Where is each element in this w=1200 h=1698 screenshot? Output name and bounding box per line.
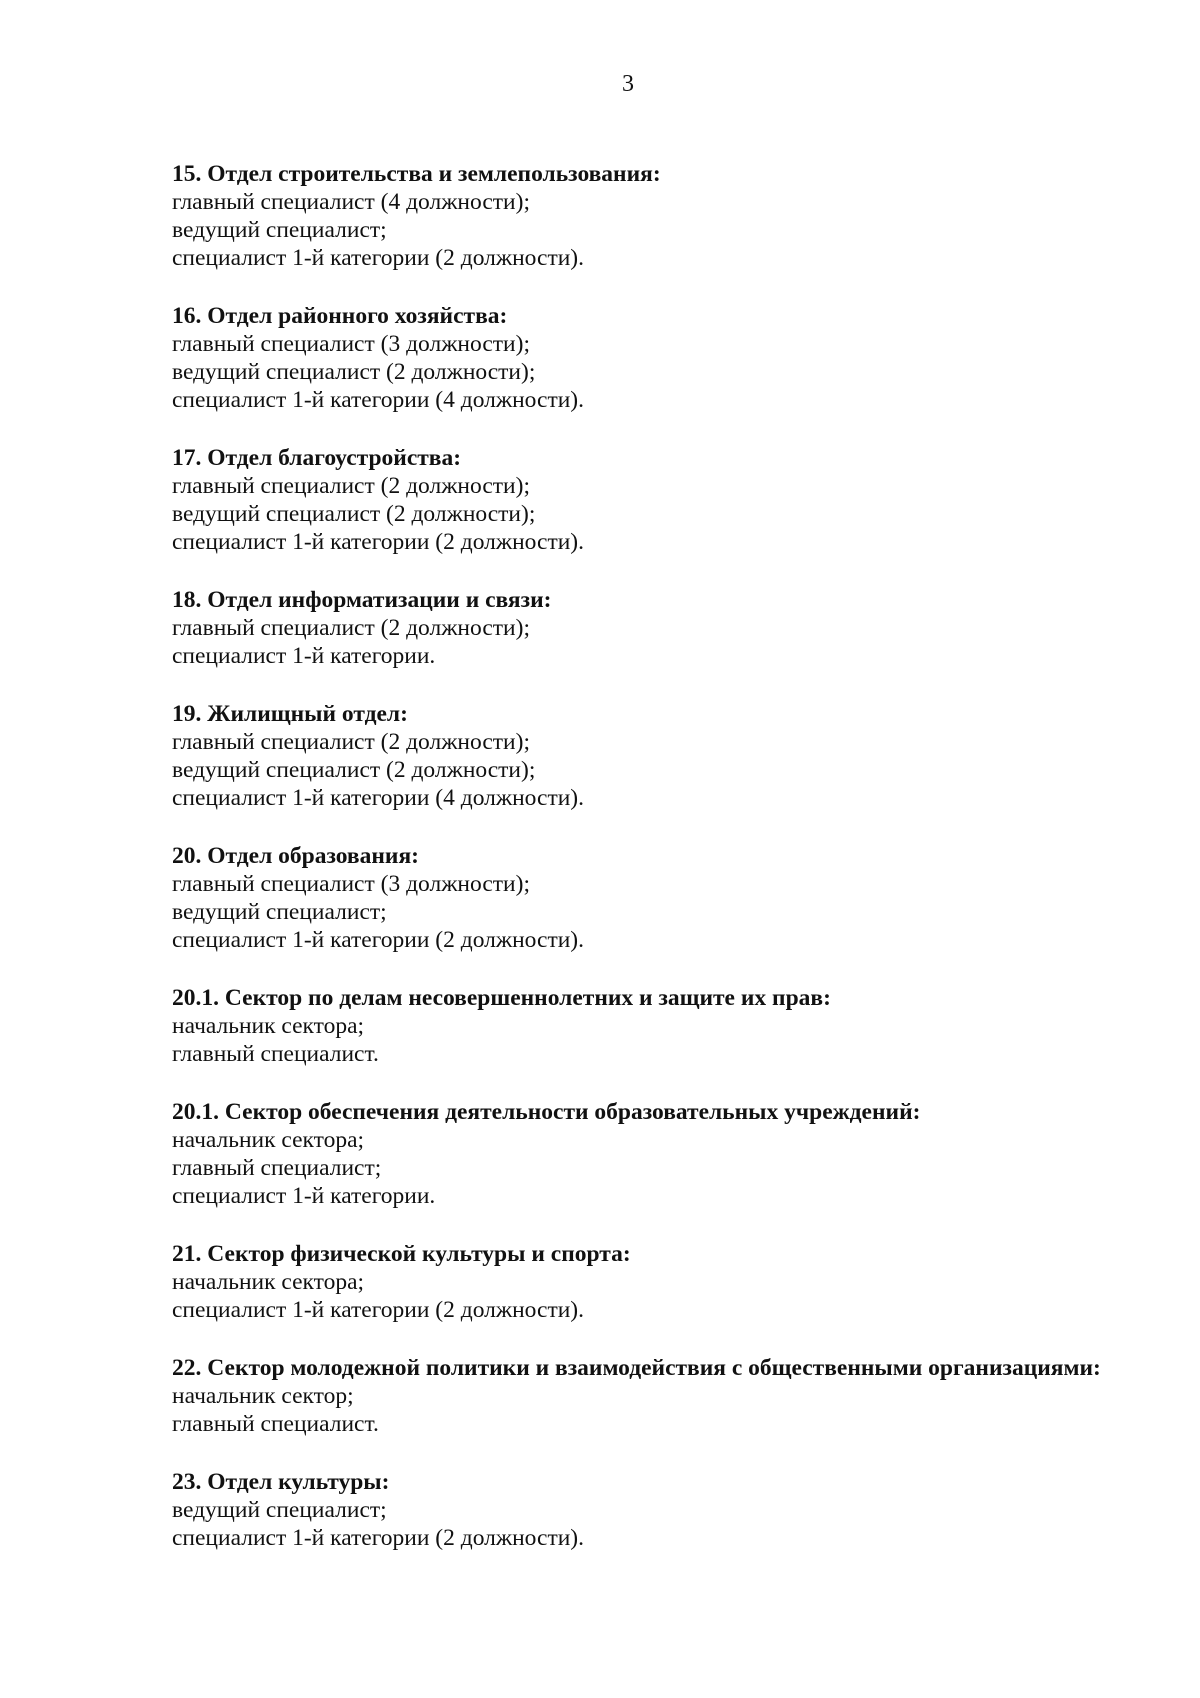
section-items [172,1496,1162,1552]
section-heading: 15. Отдел строительства и землепользования: [172,161,661,187]
section-items [172,1382,1162,1438]
position-item: главный специалист (3 должности); [172,871,530,897]
section [172,444,1162,556]
position-item: специалист 1-й категории (4 должности). [172,785,584,811]
position-item: ведущий специалист; [172,217,387,243]
position-item: главный специалист. [172,1411,379,1437]
section-heading: 20.1. Сектор обеспечения деятельности образовательных учреждений: [172,1099,921,1125]
position-item: главный специалист (2 должности); [172,729,530,755]
section [172,984,1162,1068]
position-item: ведущий специалист (2 должности); [172,501,536,527]
position-item: главный специалист; [172,1155,382,1181]
position-item: специалист 1-й категории (4 должности). [172,387,584,413]
position-item: главный специалист (4 должности); [172,189,530,215]
section [172,700,1162,812]
position-item: ведущий специалист; [172,899,387,925]
position-item: начальник сектора; [172,1013,365,1039]
section [172,160,1162,272]
section-heading: 20.1. Сектор по делам несовершеннолетних и защите их прав: [172,985,831,1011]
section-items [172,870,1162,954]
position-item: специалист 1-й категории (2 должности). [172,1525,584,1551]
section-heading: 16. Отдел районного хозяйства: [172,303,508,329]
section [172,1240,1162,1324]
section-heading: 21. Сектор физической культуры и спорта: [172,1241,631,1267]
section-items [172,330,1162,414]
position-item: главный специалист (2 должности); [172,473,530,499]
section-heading: 17. Отдел благоустройства: [172,445,462,471]
position-item: специалист 1-й категории (2 должности). [172,245,584,271]
section-heading: 19. Жилищный отдел: [172,701,408,727]
section [172,586,1162,670]
section-items [172,472,1162,556]
section-heading: 20. Отдел образования: [172,843,419,869]
position-item: специалист 1-й категории. [172,1183,436,1209]
section [172,1468,1162,1552]
position-item: специалист 1-й категории (2 должности). [172,529,584,555]
section [172,1098,1162,1210]
page-number: 3 [622,71,634,97]
section-items [172,1268,1162,1324]
position-item: ведущий специалист; [172,1497,387,1523]
position-item: начальник сектор; [172,1383,354,1409]
section-items [172,1012,1162,1068]
section [172,842,1162,954]
section-items [172,728,1162,812]
position-item: специалист 1-й категории (2 должности). [172,927,584,953]
position-item: начальник сектора; [172,1127,365,1153]
section-heading: 22. Сектор молодежной политики и взаимодействия с общественными организациями: [172,1355,1101,1381]
section-heading: 18. Отдел информатизации и связи: [172,587,552,613]
section-heading: 23. Отдел культуры: [172,1469,390,1495]
position-item: начальник сектора; [172,1269,365,1295]
section-items [172,188,1162,272]
position-item: ведущий специалист (2 должности); [172,757,536,783]
sections-list [172,160,1162,1582]
position-item: главный специалист (2 должности); [172,615,530,641]
position-item: специалист 1-й категории. [172,643,436,669]
position-item: специалист 1-й категории (2 должности). [172,1297,584,1323]
position-item: ведущий специалист (2 должности); [172,359,536,385]
section [172,302,1162,414]
section [172,1354,1162,1438]
section-items [172,614,1162,670]
section-items [172,1126,1162,1210]
position-item: главный специалист. [172,1041,379,1067]
position-item: главный специалист (3 должности); [172,331,530,357]
